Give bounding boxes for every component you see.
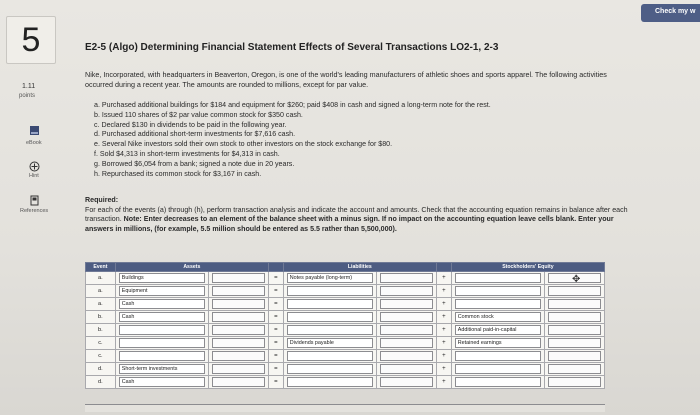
asset-amount-input[interactable] [212,273,265,283]
points-label: points [19,93,36,99]
references-label[interactable]: References [20,208,49,214]
asset-account-select[interactable] [119,325,206,335]
move-cursor-icon: ✥ [572,274,581,285]
points-value: 1.11 [22,83,36,90]
equity-amount-input[interactable] [548,286,601,296]
required-label: Required: [85,196,119,204]
event-item: g. Borrowed $6,054 from a bank; signed a note due in 20 years. [94,159,295,168]
equals-sign: = [268,350,283,363]
equals-sign: = [268,337,283,350]
asset-account-select[interactable]: Cash [119,299,206,309]
table-row [86,350,605,363]
liability-account-select[interactable] [287,377,374,387]
event-item: h. Repurchased its common stock for $3,167 in cash. [94,169,262,178]
asset-amount-input[interactable] [212,312,265,322]
asset-account-select[interactable]: Equipment [119,286,206,296]
table-header-row [86,263,605,272]
table-row [86,363,605,376]
table-row [86,272,605,285]
plus-sign: + [436,337,451,350]
plus-sign: + [436,311,451,324]
required-text: For each of the events (a) through (h), perform transaction analysis and indicate the account and amounts. Check that the accounting equation remains in balance after each transaction. [85,205,628,224]
liability-amount-input[interactable] [380,312,433,322]
event-item: e. Several Nike investors sold their own stock to other investors on the stock exchange for $80. [94,140,393,149]
table-row [86,311,605,324]
required-note: Note: Enter decreases to an element of the balance sheet with a minus sign. If no impact on the accounting equation leave cells blank. Enter your answers in millions, (for example, 5.5 million should be entered as 5.5 rather than 5,500,000). [85,215,614,233]
plus-sign: + [436,350,451,363]
equity-account-select[interactable]: Additional paid-in-capital [455,325,542,335]
plus-sign: + [436,285,451,298]
liability-account-select[interactable] [287,364,374,374]
liability-amount-input[interactable] [380,377,433,387]
liability-amount-input[interactable] [380,286,433,296]
header-assets: Assets [115,263,268,272]
table-row [86,376,605,389]
equals-sign: = [268,272,283,285]
header-eq [268,263,283,272]
event-cell: d. [86,376,116,389]
equity-amount-input[interactable] [548,377,601,387]
liability-account-select[interactable] [287,312,374,322]
ebook-label[interactable]: eBook [26,140,42,146]
ebook-icon[interactable] [28,124,40,136]
equity-account-select[interactable] [455,377,542,387]
plus-sign: + [436,376,451,389]
liability-account-select[interactable] [287,325,374,335]
event-cell: c. [86,350,116,363]
table-bottom-edge [85,404,605,412]
liability-account-select[interactable]: Notes payable (long-term) [287,273,374,283]
equity-account-select[interactable]: Common stock [455,312,542,322]
header-liabilities: Liabilities [283,263,436,272]
liability-amount-input[interactable] [380,273,433,283]
asset-account-select[interactable]: Buildings [119,273,206,283]
asset-amount-input[interactable] [212,325,265,335]
exercise-title: E2-5 (Algo) Determining Financial Statement Effects of Several Transactions LO2-1, 2-3 [85,42,499,53]
event-cell: a. [86,272,116,285]
equity-amount-input[interactable] [548,338,601,348]
table-row [86,324,605,337]
asset-account-select[interactable]: Short-term investments [119,364,206,374]
header-plus [436,263,451,272]
asset-amount-input[interactable] [212,351,265,361]
events-list [94,101,624,179]
equals-sign: = [268,285,283,298]
liability-account-select[interactable]: Dividends payable [287,338,374,348]
header-equity: Stockholders' Equity [451,263,604,272]
liability-account-select[interactable] [287,351,374,361]
event-item: c. Declared $130 in dividends to be paid in the following year. [94,120,287,129]
liability-amount-input[interactable] [380,364,433,374]
asset-account-select[interactable]: Cash [119,377,206,387]
equity-account-select[interactable]: Retained earnings [455,338,542,348]
asset-account-select[interactable] [119,338,206,348]
plus-sign: + [436,298,451,311]
asset-amount-input[interactable] [212,299,265,309]
hint-icon[interactable] [28,160,40,172]
asset-account-select[interactable] [119,351,206,361]
event-item: b. Issued 110 shares of $2 par value common stock for $350 cash. [94,110,303,119]
plus-sign: + [436,272,451,285]
equals-sign: = [268,311,283,324]
table-row [86,337,605,350]
asset-amount-input[interactable] [212,338,265,348]
liability-amount-input[interactable] [380,299,433,309]
event-cell: a. [86,298,116,311]
question-number: 5 [6,16,56,64]
equity-amount-input[interactable] [548,364,601,374]
header-event: Event [86,263,116,272]
equals-sign: = [268,324,283,337]
event-item: d. Purchased additional short-term investments for $7,616 cash. [94,130,296,139]
intro-text: Nike, Incorporated, with headquarters in Beaverton, Oregon, is one of the world's leading manufacturers of athletic shoes and sports apparel. The following activities occurred during a recent year. The amounts are rounded to millions, except for par value. [85,70,607,89]
equity-amount-input[interactable] [548,351,601,361]
liability-account-select[interactable] [287,299,374,309]
plus-sign: + [436,363,451,376]
liability-amount-input[interactable] [380,338,433,348]
event-item: a. Purchased additional buildings for $184 and equipment for $260; paid $408 in cash and signed a long-term note for the rest. [94,101,491,109]
equity-account-select[interactable] [455,364,542,374]
equity-amount-input[interactable] [548,312,601,322]
asset-amount-input[interactable] [212,377,265,387]
equity-account-select[interactable] [455,351,542,361]
asset-account-select[interactable]: Cash [119,312,206,322]
equals-sign: = [268,363,283,376]
event-cell: b. [86,324,116,337]
liability-amount-input[interactable] [380,325,433,335]
equity-amount-input[interactable] [548,325,601,335]
check-my-work-button[interactable]: Check my w [641,4,700,22]
equals-sign: = [268,298,283,311]
equity-account-select[interactable] [455,286,542,296]
required-section [85,196,630,234]
table-row [86,285,605,298]
asset-amount-input[interactable] [212,364,265,374]
event-cell: a. [86,285,116,298]
event-item: f. Sold $4,313 in short-term investments for $4,313 in cash. [94,149,280,158]
liability-amount-input[interactable] [380,351,433,361]
hint-label[interactable]: Hint [29,173,39,179]
equity-account-select[interactable] [455,299,542,309]
equals-sign: = [268,376,283,389]
liability-account-select[interactable] [287,286,374,296]
asset-amount-input[interactable] [212,286,265,296]
event-cell: c. [86,337,116,350]
event-cell: d. [86,363,116,376]
event-cell: b. [86,311,116,324]
references-icon[interactable] [28,194,40,206]
equity-amount-input[interactable] [548,299,601,309]
plus-sign: + [436,324,451,337]
table-row [86,298,605,311]
equity-account-select[interactable] [455,273,542,283]
transaction-analysis-table [85,262,605,389]
